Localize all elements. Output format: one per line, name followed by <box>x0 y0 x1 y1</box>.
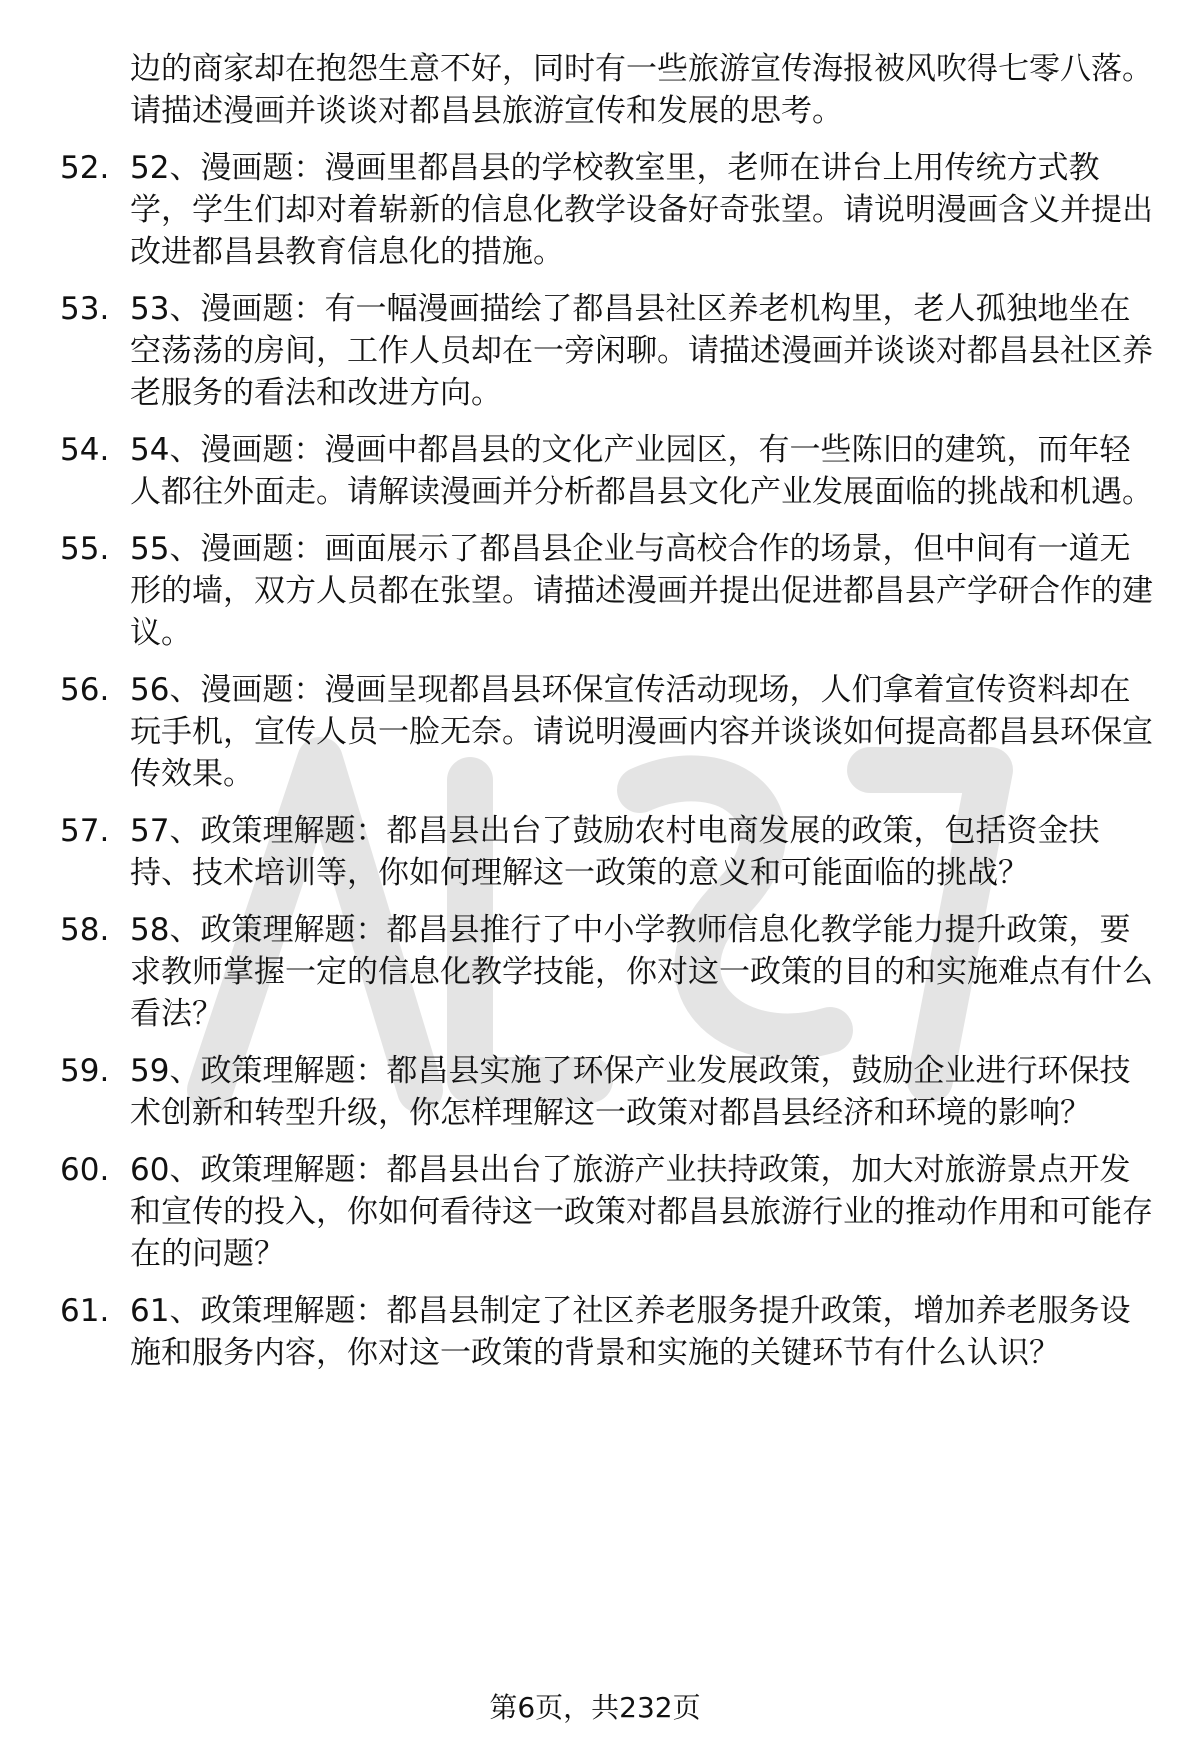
question-item <box>60 528 1160 654</box>
question-text: 54、漫画题：漫画中都昌县的文化产业园区，有一些陈旧的建筑，而年轻人都往外面走。请解读漫画并分析都昌县文化产业发展面临的挑战和机遇。 <box>130 432 1153 510</box>
question-text: 60、政策理解题：都昌县出台了旅游产业扶持政策，加大对旅游景点开发和宣传的投入，你如何看待这一政策对都昌县旅游行业的推动作用和可能存在的问题？ <box>130 1152 1153 1272</box>
question-list <box>60 147 1160 1374</box>
question-number: 53. <box>60 291 110 327</box>
question-text: 57、政策理解题：都昌县出台了鼓励农村电商发展的政策，包括资金扶持、技术培训等，你如何理解这一政策的意义和可能面临的挑战？ <box>130 813 1100 891</box>
question-list-section <box>60 48 1160 1374</box>
continued-paragraph: 边的商家却在抱怨生意不好，同时有一些旅游宣传海报被风吹得七零八落。请描述漫画并谈谈对都昌县旅游宣传和发展的思考。 <box>130 51 1153 129</box>
question-number: 61. <box>60 1293 110 1329</box>
page-number-footer: 第6页，共232页 <box>489 1691 701 1724</box>
question-number: 54. <box>60 432 110 468</box>
question-text: 61、政策理解题：都昌县制定了社区养老服务提升政策，增加养老服务设施和服务内容，你对这一政策的背景和实施的关键环节有什么认识？ <box>130 1293 1131 1371</box>
question-item <box>60 288 1160 414</box>
question-item <box>60 810 1160 894</box>
question-item <box>60 909 1160 1035</box>
question-number: 55. <box>60 531 110 567</box>
question-number: 57. <box>60 813 110 849</box>
question-number: 59. <box>60 1053 110 1089</box>
question-text: 58、政策理解题：都昌县推行了中小学教师信息化教学能力提升政策，要求教师掌握一定的信息化教学技能，你对这一政策的目的和实施难点有什么看法？ <box>130 912 1153 1032</box>
question-number: 58. <box>60 912 110 948</box>
question-text: 56、漫画题：漫画呈现都昌县环保宣传活动现场，人们拿着宣传资料却在玩手机，宣传人员一脸无奈。请说明漫画内容并谈谈如何提高都昌县环保宣传效果。 <box>130 672 1153 792</box>
question-item <box>60 1149 1160 1275</box>
question-number: 60. <box>60 1152 110 1188</box>
question-item <box>60 147 1160 273</box>
question-number: 52. <box>60 150 110 186</box>
question-number: 56. <box>60 672 110 708</box>
question-item <box>60 1290 1160 1374</box>
question-text: 52、漫画题：漫画里都昌县的学校教室里，老师在讲台上用传统方式教学，学生们却对着崭新的信息化教学设备好奇张望。请说明漫画含义并提出改进都昌县教育信息化的措施。 <box>130 150 1153 270</box>
question-item <box>60 1050 1160 1134</box>
question-text: 59、政策理解题：都昌县实施了环保产业发展政策，鼓励企业进行环保技术创新和转型升级，你怎样理解这一政策对都昌县经济和环境的影响？ <box>130 1053 1131 1131</box>
question-item <box>60 669 1160 795</box>
question-text: 55、漫画题：画面展示了都昌县企业与高校合作的场景，但中间有一道无形的墙，双方人员都在张望。请描述漫画并提出促进都昌县产学研合作的建议。 <box>130 531 1153 651</box>
question-item <box>60 429 1160 513</box>
question-text: 53、漫画题：有一幅漫画描绘了都昌县社区养老机构里，老人孤独地坐在空荡荡的房间，工作人员却在一旁闲聊。请描述漫画并谈谈对都昌县社区养老服务的看法和改进方向。 <box>130 291 1153 411</box>
